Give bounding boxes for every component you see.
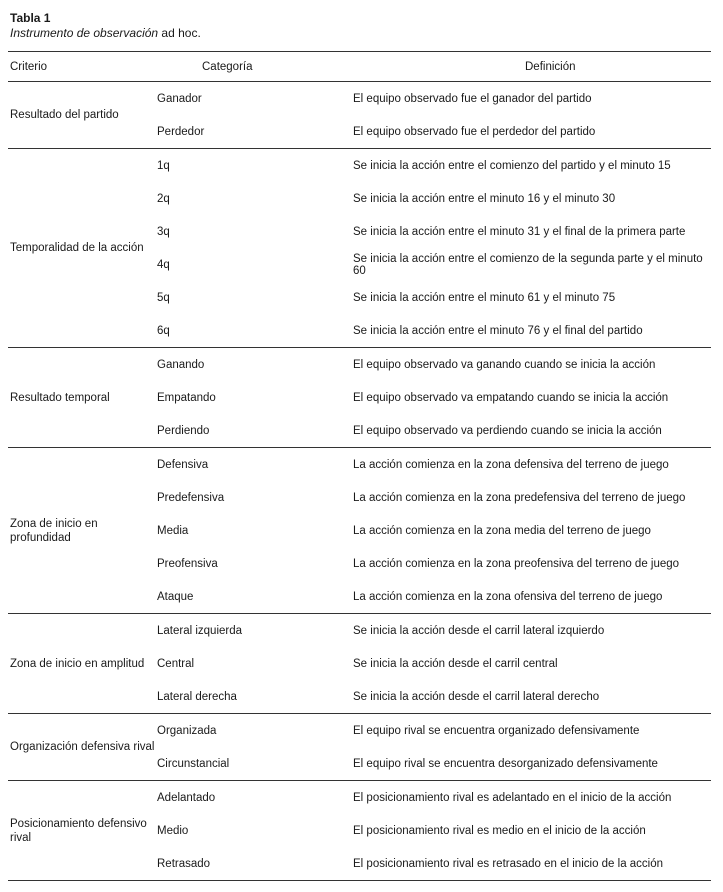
definicion-cell: Se inicia la acción entre el comienzo del partido y el minuto 15	[353, 159, 671, 172]
definicion-cell: La acción comienza en la zona defensiva del terreno de juego	[353, 458, 669, 471]
categoria-cell: Organizada	[157, 724, 217, 737]
definicion-cell: La acción comienza en la zona preofensiva del terreno de juego	[353, 557, 680, 570]
table-row	[8, 448, 711, 482]
categoria-cell: 1q	[157, 159, 170, 172]
categoria-cell: 2q	[157, 192, 170, 205]
caption-rest: ad hoc.	[158, 26, 201, 40]
categoria-cell: Ganador	[157, 92, 202, 105]
definicion-cell: El equipo rival se encuentra desorganizado defensivamente	[353, 747, 711, 781]
definicion-cell: Se inicia la acción entre el comienzo de la segunda parte y el minuto 60	[353, 252, 703, 277]
categoria-cell: 5q	[157, 291, 170, 304]
categoria-cell: 6q	[157, 314, 353, 348]
categoria-cell: Lateral izquierda	[157, 624, 243, 637]
definicion-cell: La acción comienza en la zona media del terreno de juego	[353, 524, 651, 537]
criterio-cell: Temporalidad de la acción	[8, 149, 157, 348]
observation-table	[8, 51, 711, 881]
categoria-cell: Adelantado	[157, 791, 216, 804]
definicion-cell: El posicionamiento rival es retrasado en el inicio de la acción	[353, 847, 711, 881]
definicion-cell: Se inicia la acción desde el carril lateral izquierdo	[353, 624, 605, 637]
table-row	[8, 614, 711, 648]
definicion-cell: Se inicia la acción entre el minuto 61 y el minuto 75	[353, 291, 616, 304]
criterio-cell: Posicionamiento defensivo rival	[8, 781, 157, 881]
definicion-cell: El equipo rival se encuentra organizado defensivamente	[353, 724, 640, 737]
categoria-cell: Retrasado	[157, 847, 353, 881]
categoria-cell: Central	[157, 657, 195, 670]
table-row	[8, 348, 711, 382]
criterio-cell: Resultado temporal	[8, 348, 157, 448]
categoria-cell: Perdedor	[157, 115, 353, 149]
table-row	[8, 82, 711, 116]
table-row	[8, 149, 711, 183]
categoria-cell: Predefensiva	[157, 491, 225, 504]
definicion-cell: Se inicia la acción entre el minuto 76 y el final del partido	[353, 314, 711, 348]
categoria-cell: Media	[157, 524, 189, 537]
categoria-cell: Lateral derecha	[157, 680, 353, 714]
definicion-cell: La acción comienza en la zona predefensiva del terreno de juego	[353, 491, 686, 504]
caption-italic: Instrumento de observación	[10, 26, 159, 40]
criterio-cell: Zona de inicio en profundidad	[8, 448, 157, 614]
definicion-cell: Se inicia la acción desde el carril lateral derecho	[353, 680, 711, 714]
definicion-cell: La acción comienza en la zona ofensiva del terreno de juego	[353, 580, 711, 614]
categoria-cell: Circunstancial	[157, 747, 353, 781]
criterio-cell: Zona de inicio en amplitud	[8, 614, 157, 714]
definicion-cell: Se inicia la acción entre el minuto 31 y el final de la primera parte	[353, 225, 686, 238]
header-definicion: Definición	[353, 52, 711, 82]
categoria-cell: Defensiva	[157, 458, 209, 471]
definicion-cell: El equipo observado fue el perdedor del partido	[353, 115, 711, 149]
header-criterio: Criterio	[8, 52, 157, 82]
table-caption	[10, 26, 201, 40]
definicion-cell: El posicionamiento rival es adelantado en el inicio de la acción	[353, 791, 672, 804]
definicion-cell: El equipo observado va ganando cuando se inicia la acción	[353, 358, 656, 371]
criterio-cell: Organización defensiva rival	[8, 714, 157, 781]
definicion-cell: El equipo observado va empatando cuando se inicia la acción	[353, 391, 669, 404]
definicion-cell: Se inicia la acción entre el minuto 16 y el minuto 30	[353, 192, 616, 205]
definicion-cell: Se inicia la acción desde el carril central	[353, 657, 558, 670]
categoria-cell: Ganando	[157, 358, 205, 371]
table-row	[8, 781, 711, 815]
categoria-cell: Ataque	[157, 580, 353, 614]
table-body	[8, 82, 711, 881]
criterio-cell: Resultado del partido	[8, 82, 157, 149]
header-categoria: Categoría	[157, 52, 353, 82]
definicion-cell: El equipo observado fue el ganador del partido	[353, 92, 592, 105]
definicion-cell: El posicionamiento rival es medio en el inicio de la acción	[353, 824, 646, 837]
categoria-cell: Medio	[157, 824, 189, 837]
categoria-cell: 4q	[157, 258, 170, 271]
header-row	[8, 52, 711, 82]
categoria-cell: 3q	[157, 225, 170, 238]
definicion-cell: El equipo observado va perdiendo cuando se inicia la acción	[353, 414, 711, 448]
categoria-cell: Empatando	[157, 391, 216, 404]
table-row	[8, 714, 711, 748]
categoria-cell: Perdiendo	[157, 414, 353, 448]
table-label: Tabla 1	[10, 11, 51, 25]
categoria-cell: Preofensiva	[157, 557, 218, 570]
